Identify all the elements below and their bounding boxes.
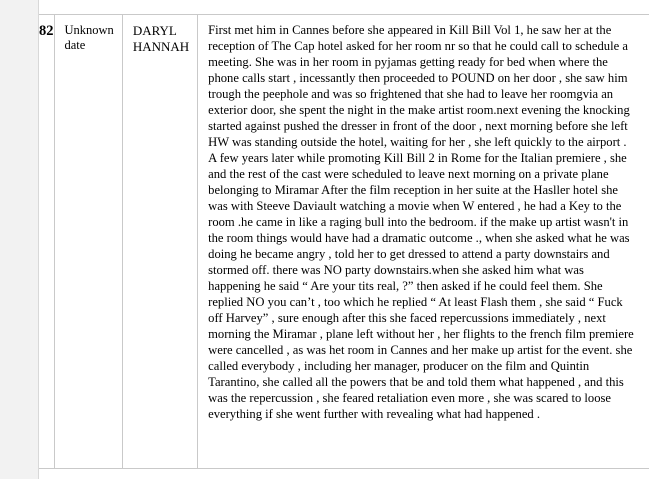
row-date-cell: Unknown date [55,15,123,468]
row-name-cell: DARYL HANNAH [123,15,198,468]
table-row [39,14,649,469]
row-number-cell: 82 [39,15,55,468]
left-margin-gutter [0,0,39,479]
right-margin-gutter [649,0,665,479]
row-description-cell [198,15,649,468]
description-text: First met him in Cannes before she appeared in Kill Bill Vol 1, he saw her at the reception of The Cap hotel asked for her room nr so that he could call to schedule a meeting. She was in her room in pyjamas getting ready for bed when where the phone calls start , incessantly then proceeded to POUND on her door , she saw him trough the peephole and was so frightened that she had to leave her roomgvia an exterior door, she spent the night in the make artist room.next evening the knocking started against pushed the dresser in front of the door , next morning before she left HW was standing outside the hotel, waiting for her , she left quickly to the airport . A few years later while promoting Kill Bill 2 in Rome for the Italian premiere , she and the rest of the cast were scheduled to leave next morning on a private plane belonging to Miramar After the film reception in her suite at the Hasller hotel she was with Steeve Daviault watching a movie when W entered , he had a Key to the room .he came in like a raging bull into the bedroom. if the make up artist wasn't in the room things would have had a dramatic outcome ., when she asked what he was doing he became angry , told her to get dressed to attend a party downstairs and stormed off. there was NO party downstairs.when she asked him what was happening he said “ Are your tits real, ?” then asked if he could feel them. She replied NO you can’t , too which he replied “ At least Flash them , she said “ Fuck off Harvey” , sure enough after this she faced repercussions immediately , next morning the Miramar , plane left without her , her flights to the french film premiere were cancelled , as was het room in Cannes and her make up artist for the event. she called everybody , including her manager, producer on the film and Quintin Tarantino, she called all the powers that be and told them what happened , and this was the repercussion , she feared retaliation even more , she was scared to loose everything if she went further with revealing what had happened . [208,23,634,421]
